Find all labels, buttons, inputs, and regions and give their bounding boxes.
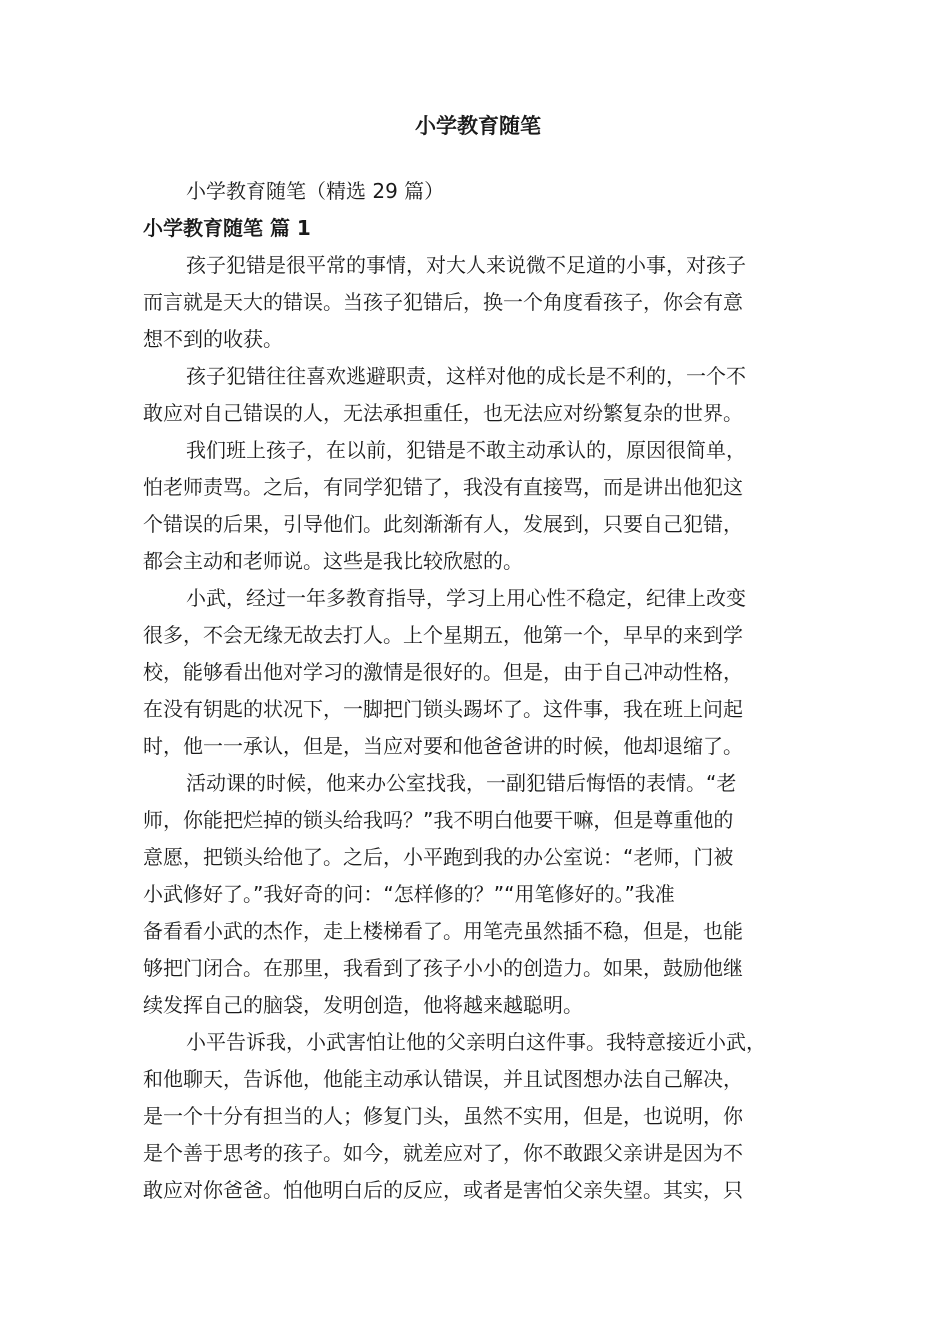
paragraph-3-line-4: 都会主动和老师说。这些是我比较欣慰的。 — [143, 549, 523, 573]
document-body — [143, 173, 813, 1209]
paragraph-4-line-4: 在没有钥匙的状况下，一脚把门锁头踢坏了。这件事，我在班上问起 — [143, 697, 743, 721]
paragraph-4-line-1: 小武，经过一年多教育指导，学习上用心性不稳定，纪律上改变 — [186, 586, 746, 610]
paragraph-3-line-1: 我们班上孩子，在以前，犯错是不敢主动承认的，原因很简单， — [186, 438, 746, 462]
paragraph-3-line-2: 怕老师责骂。之后，有同学犯错了，我没有直接骂，而是讲出他犯这 — [143, 475, 743, 499]
paragraph-6-line-4: 是个善于思考的孩子。如今，就差应对了，你不敢跟父亲讲是因为不 — [143, 1141, 743, 1165]
paragraph-5-line-7: 续发挥自己的脑袋，发明创造，他将越来越聪明。 — [143, 993, 583, 1017]
paragraph-3-line-3: 个错误的后果，引导他们。此刻渐渐有人，发展到，只要自己犯错， — [143, 512, 743, 536]
paragraph-6-line-3: 是一个十分有担当的人；修复门头，虽然不实用，但是，也说明，你 — [143, 1104, 743, 1128]
paragraph-5-line-6: 够把门闭合。在那里，我看到了孩子小小的创造力。如果，鼓励他继 — [143, 956, 743, 980]
paragraph-2-line-2: 敢应对自己错误的人，无法承担重任，也无法应对纷繁复杂的世界。 — [143, 401, 743, 425]
paragraph-6-line-5: 敢应对你爸爸。怕他明白后的反应，或者是害怕父亲失望。其实，只 — [143, 1178, 743, 1202]
paragraph-6-line-2: 和他聊天，告诉他，他能主动承认错误，并且试图想办法自己解决， — [143, 1067, 743, 1091]
paragraph-4-line-5: 时，他一一承认，但是，当应对要和他爸爸讲的时候，他却退缩了。 — [143, 734, 743, 758]
paragraph-5-line-2: 师，你能把烂掉的锁头给我吗？”我不明白他要干嘛，但是尊重他的 — [143, 808, 734, 832]
paragraph-4-line-2: 很多，不会无缘无故去打人。上个星期五，他第一个，早早的来到学 — [143, 623, 743, 647]
paragraph-4-line-3: 校，能够看出他对学习的激情是很好的。但是，由于自己冲动性格， — [143, 660, 743, 684]
page-title: 小学教育随笔 — [415, 114, 541, 138]
paragraph-1-line-3: 想不到的收获。 — [143, 327, 283, 351]
paragraph-2-line-1: 孩子犯错往往喜欢逃避职责，这样对他的成长是不利的，一个不 — [186, 364, 746, 388]
paragraph-5-line-1: 活动课的时候，他来办公室找我，一副犯错后悔悟的表情。“老 — [186, 771, 737, 795]
paragraph-5-line-5: 备看看小武的杰作，走上楼梯看了。用笔壳虽然插不稳，但是，也能 — [143, 919, 743, 943]
document-subtitle: 小学教育随笔（精选 29 篇） — [186, 179, 445, 203]
paragraph-1-line-1: 孩子犯错是很平常的事情，对大人来说微不足道的小事，对孩子 — [186, 253, 746, 277]
paragraph-5-line-4: 小武修好了。”我好奇的问：“怎样修的？”“用笔修好的。”我准 — [143, 882, 675, 906]
paragraph-6-line-1: 小平告诉我，小武害怕让他的父亲明白这件事。我特意接近小武， — [186, 1030, 766, 1054]
paragraph-1-line-2: 而言就是天大的错误。当孩子犯错后，换一个角度看孩子，你会有意 — [143, 290, 743, 314]
section-heading: 小学教育随笔 篇 1 — [143, 216, 311, 240]
paragraph-5-line-3: 意愿，把锁头给他了。之后，小平跑到我的办公室说：“老师，门被 — [143, 845, 734, 869]
